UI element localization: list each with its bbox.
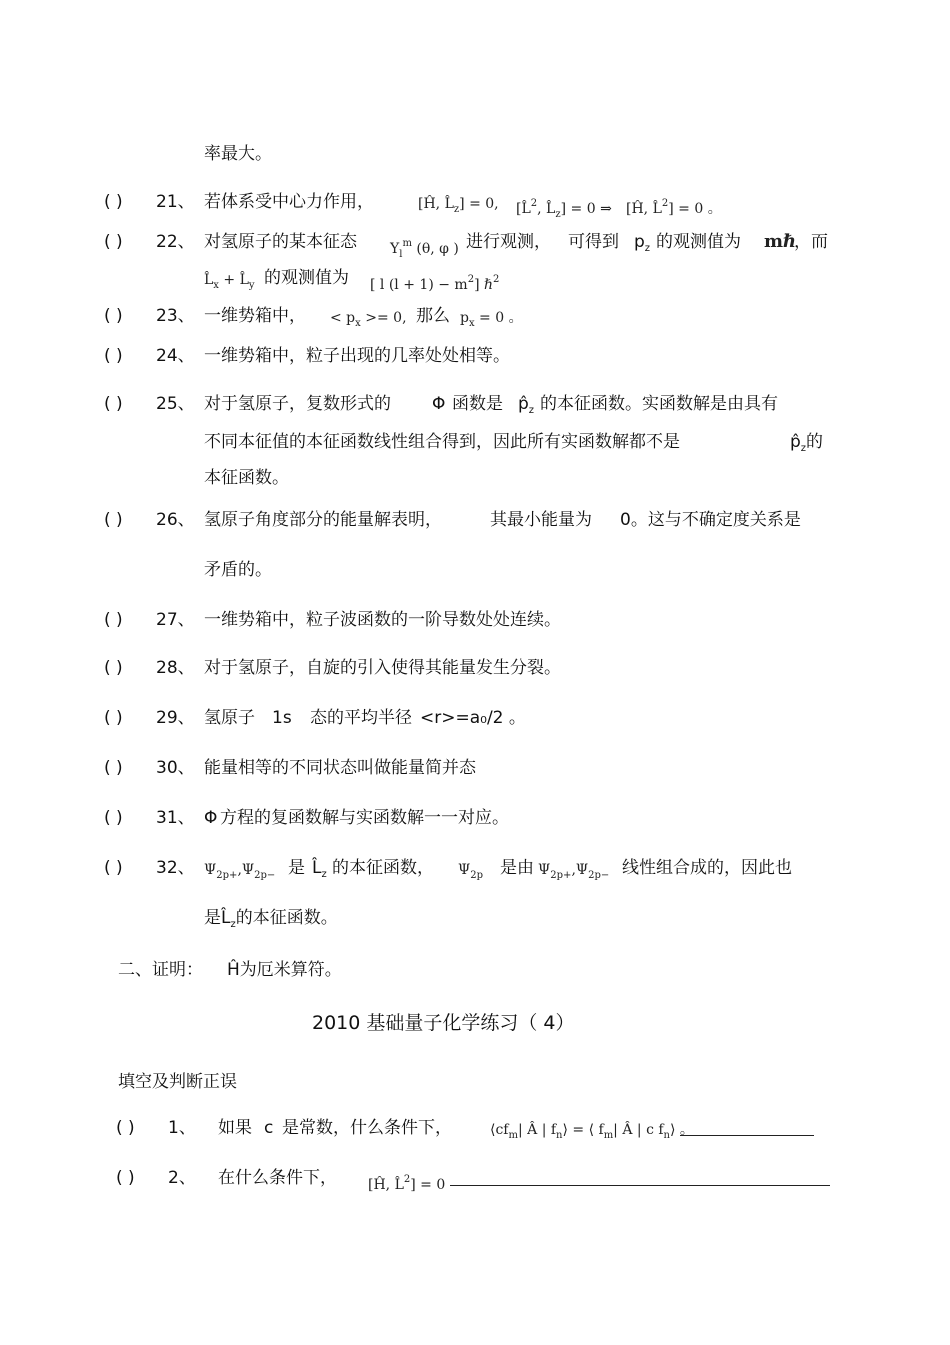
- item-text: <r>=a₀/2 。: [420, 708, 526, 728]
- item-number: 21、: [156, 192, 195, 212]
- formula-sub: x: [468, 318, 475, 329]
- formula-part: p: [460, 310, 469, 326]
- item-number: 2、: [168, 1168, 196, 1188]
- phi-symbol: Φ: [204, 808, 218, 828]
- item-text: 对于氢原子，自旋的引入使得其能量发生分裂。: [204, 658, 561, 678]
- item-number: 24、: [156, 346, 195, 366]
- formula-part: Ψ: [458, 862, 471, 878]
- formula-part: [Ĥ, L̂: [626, 201, 662, 217]
- item-text: 对于氢原子，复数形式的: [204, 394, 391, 414]
- proof-text: 为厄米算符。: [239, 960, 342, 980]
- item-number: 26、: [156, 510, 195, 530]
- formula-part: L̂: [312, 858, 322, 878]
- item-text: 一维势箱中，粒子出现的几率处处相等。: [204, 346, 510, 366]
- answer-paren[interactable]: ( ): [104, 858, 123, 878]
- formula-part: + L̂: [223, 272, 249, 288]
- formula-sup: 2: [403, 1174, 411, 1185]
- item-number: 32、: [156, 858, 195, 878]
- item-number: 31、: [156, 808, 195, 828]
- item-text: 1s: [272, 708, 292, 728]
- item-text: 函数是: [452, 394, 503, 414]
- answer-blank[interactable]: [680, 1134, 814, 1136]
- item-text: 的观测值为: [264, 268, 349, 288]
- formula-lx2-ly2: [204, 268, 255, 298]
- section-title: 2010 基础量子化学练习（ 4）: [312, 1012, 575, 1034]
- answer-blank[interactable]: [450, 1184, 830, 1186]
- item-number: 1、: [168, 1118, 196, 1138]
- item-text: 线性组合成的，因此也: [622, 858, 792, 878]
- item-text: 在什么条件下，: [218, 1168, 337, 1188]
- formula-sub: 2p+: [550, 870, 572, 881]
- formula-part: ⟨cf: [490, 1122, 509, 1138]
- formula-sub: z: [321, 869, 327, 880]
- formula-psi-pair: [538, 858, 609, 888]
- formula-part: Y: [390, 241, 400, 257]
- proof-label: 二、证明：: [118, 960, 203, 980]
- item-text: 一维势箱中，: [204, 306, 306, 326]
- formula-sup: 2: [467, 274, 475, 285]
- formula-eigenvalue: [370, 268, 499, 297]
- item-text: 对氢原子的某本征态: [204, 232, 357, 252]
- formula-sub: m: [508, 1130, 518, 1141]
- answer-paren[interactable]: ( ): [104, 658, 123, 678]
- formula-part: | Â | c f: [613, 1122, 664, 1138]
- item-text: 可得到: [568, 232, 619, 252]
- formula-part: ⟩ = ⟨ f: [562, 1122, 604, 1138]
- proof-section: [118, 958, 342, 982]
- formula-part: [ l (l + 1) − m: [370, 277, 468, 293]
- formula-pz-op: [790, 430, 823, 461]
- formula-part: p: [634, 232, 645, 252]
- answer-paren[interactable]: ( ): [104, 232, 123, 252]
- answer-paren[interactable]: ( ): [104, 808, 123, 828]
- answer-paren[interactable]: ( ): [104, 306, 123, 326]
- item-number: 22、: [156, 232, 195, 252]
- formula-sub: z: [230, 919, 236, 930]
- item-text: 的本征函数，: [332, 858, 434, 878]
- item-number: 23、: [156, 306, 195, 326]
- item-text: 的本征函数。: [235, 908, 338, 928]
- formula-px-zero: [460, 306, 523, 336]
- continuation-text: 率最大。: [204, 144, 272, 164]
- item-text: 是常数，什么条件下，: [282, 1118, 452, 1138]
- formula-part: p̂: [790, 432, 801, 452]
- formula-part: [Ĥ, L̂: [418, 196, 454, 212]
- formula-pz: [634, 230, 650, 261]
- formula-commutator-l2-lz: [516, 192, 612, 227]
- answer-paren[interactable]: ( ): [116, 1168, 135, 1188]
- item-number: 27、: [156, 610, 195, 630]
- item-text: 方程的复函数解与实函数解一一对应。: [220, 808, 509, 828]
- item-text: c: [264, 1118, 274, 1138]
- formula-part: ] = 0,: [459, 196, 499, 212]
- formula-part: ⟩ 。: [670, 1122, 694, 1138]
- formula-part: p̂: [518, 394, 529, 414]
- section-subtitle: 填空及判断正误: [118, 1072, 237, 1092]
- formula-part: L̂: [204, 272, 214, 288]
- formula-part: = 0 。: [474, 310, 523, 326]
- formula-sub: n: [663, 1130, 670, 1141]
- item-text: 如果: [218, 1118, 252, 1138]
- answer-paren[interactable]: ( ): [116, 1118, 135, 1138]
- formula-sub: y: [248, 280, 255, 291]
- formula-sub: z: [644, 243, 651, 254]
- formula-part: ] = 0 。: [668, 201, 722, 217]
- formula-part: (θ, φ ): [416, 241, 459, 257]
- phi-symbol: Φ: [432, 394, 446, 414]
- formula-part: ] = 0 ⇒: [560, 201, 612, 217]
- item-32-line2: [204, 906, 338, 937]
- formula-sup: 2: [493, 274, 500, 285]
- formula-sub: 2p: [470, 870, 484, 881]
- formula-part: Ĥ: [227, 960, 240, 980]
- item-text: 不同本征值的本征函数线性组合得到，因此所有实函数解都不是: [204, 432, 680, 452]
- formula-sup: 2: [661, 198, 669, 209]
- item-26-line2: 矛盾的。: [204, 560, 272, 580]
- formula-hermitian-condition: [490, 1118, 694, 1148]
- item-text: 态的平均半径: [310, 708, 412, 728]
- formula-commutator-h-l2: [626, 192, 722, 221]
- formula-psi-2px: [458, 858, 483, 888]
- formula-sub: 2p−: [588, 870, 610, 881]
- answer-paren[interactable]: ( ): [104, 610, 123, 630]
- formula-sub: z: [453, 204, 460, 215]
- formula-part: L̂: [221, 908, 231, 928]
- formula-sub: z: [800, 443, 807, 454]
- formula-sub: l: [399, 249, 403, 260]
- formula-sub: z: [555, 209, 561, 220]
- item-text: 一维势箱中，粒子波函数的一阶导数处处连续。: [204, 610, 561, 630]
- formula-part: Ψ: [538, 862, 551, 878]
- item-text: 进行观测，: [466, 232, 551, 252]
- formula-sub: 2p−: [254, 870, 276, 881]
- formula-lz: [312, 856, 327, 887]
- item-text: 的本征函数。实函数解是由具有: [540, 394, 778, 414]
- formula-part: Ψ: [204, 862, 217, 878]
- formula-commutator-h-lz: [418, 192, 499, 222]
- formula-part: ,Ψ: [237, 862, 255, 878]
- formula-sub: 2p+: [216, 870, 238, 881]
- formula-part: ] ℏ: [474, 277, 493, 293]
- answer-paren[interactable]: ( ): [104, 192, 123, 212]
- item-number: 28、: [156, 658, 195, 678]
- formula-pz-op: [518, 392, 534, 423]
- item-text: 那么: [416, 306, 450, 326]
- item-25-line2: [204, 430, 680, 454]
- formula-sup: m: [402, 238, 412, 249]
- formula-sub: z: [528, 405, 535, 416]
- item-text: 氢原子角度部分的能量解表明，: [204, 510, 442, 530]
- formula-ylm: [390, 232, 459, 267]
- item-text: 是由: [500, 858, 534, 878]
- formula-part: , L̂: [537, 201, 556, 217]
- formula-sub: x: [355, 318, 361, 329]
- item-text: 是: [204, 908, 221, 928]
- answer-paren[interactable]: ( ): [104, 758, 123, 778]
- formula-sub: n: [556, 1130, 563, 1141]
- item-text: ，而: [794, 232, 828, 252]
- item-text: 氢原子: [204, 708, 255, 728]
- item-text: 其最小能量为: [490, 510, 592, 530]
- answer-paren[interactable]: ( ): [104, 394, 123, 414]
- item-text: 的: [806, 432, 824, 452]
- item-text: 若体系受中心力作用，: [204, 192, 374, 212]
- item-number: 25、: [156, 394, 195, 414]
- item-text: 0。这与不确定度关系是: [620, 510, 801, 530]
- formula-sub: m: [603, 1130, 614, 1141]
- formula-part: [L̂: [516, 201, 531, 217]
- item-number: 29、: [156, 708, 195, 728]
- formula-px-expect: [330, 306, 407, 336]
- formula-part: ] = 0: [410, 1177, 446, 1193]
- formula-part: >= 0,: [360, 310, 407, 326]
- answer-paren[interactable]: ( ): [104, 346, 123, 366]
- item-25-line3: 本征函数。: [204, 468, 289, 488]
- formula-part: | Â | f: [517, 1122, 557, 1138]
- formula-mh: mℏ: [764, 231, 797, 252]
- formula-sup: 2: [530, 198, 538, 209]
- formula-part: [Ĥ, L̂: [368, 1177, 404, 1193]
- answer-paren[interactable]: ( ): [104, 510, 123, 530]
- formula-part: < p: [330, 310, 356, 326]
- formula-part: ,Ψ: [571, 862, 589, 878]
- item-text: 是: [288, 858, 305, 878]
- item-text: 的观测值为: [656, 232, 741, 252]
- item-text: 能量相等的不同状态叫做能量简并态: [204, 758, 476, 778]
- item-number: 30、: [156, 758, 195, 778]
- answer-paren[interactable]: ( ): [104, 708, 123, 728]
- formula-commutator-h-l2: [368, 1168, 445, 1197]
- formula-psi-pair: [204, 858, 275, 888]
- formula-sub: x: [213, 280, 219, 291]
